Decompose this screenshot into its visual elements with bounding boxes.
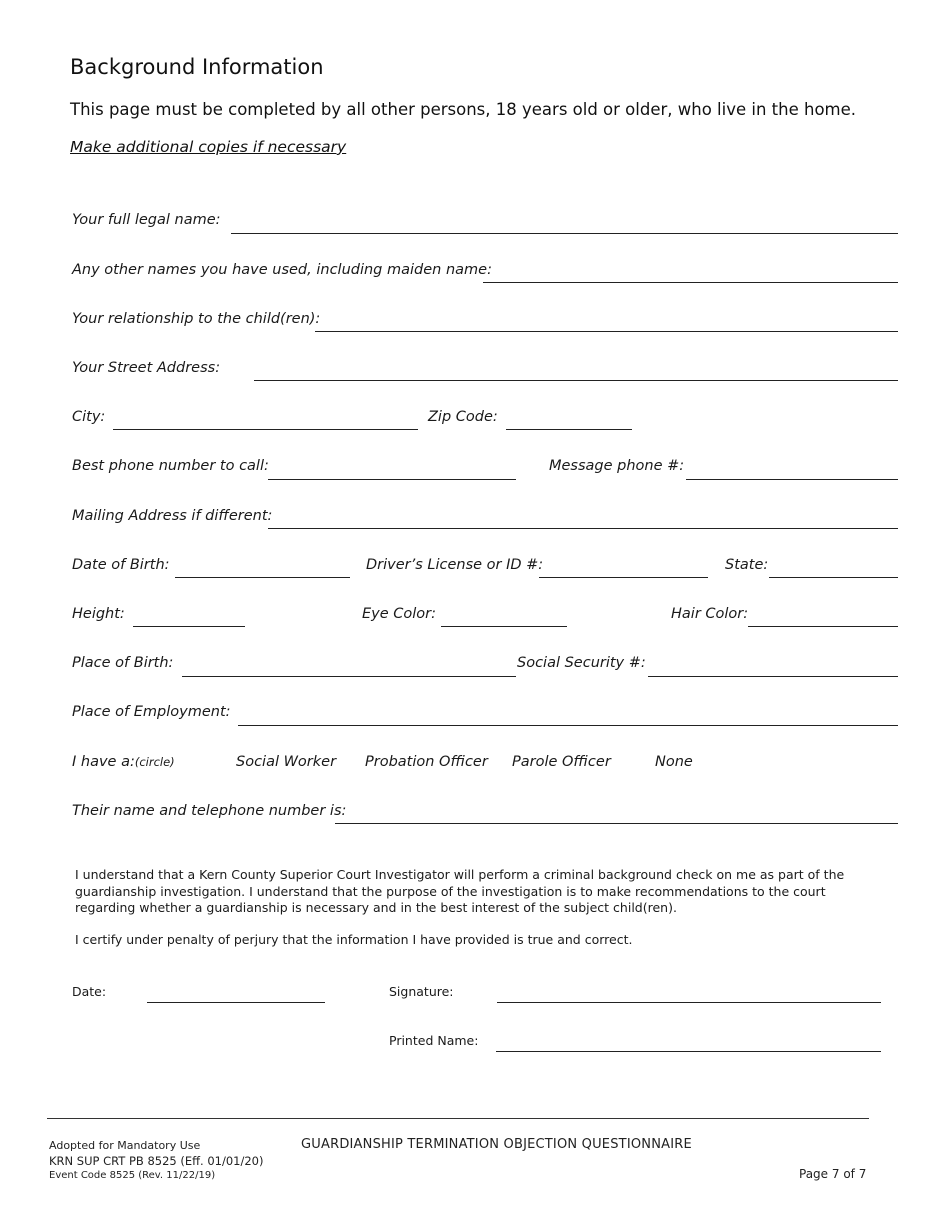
employment-label: Place of Employment: [72,704,231,720]
page-number: Page 7 of 7 [799,1167,867,1181]
adopted-note: Adopted for Mandatory Use [49,1139,201,1152]
option-social-worker[interactable]: Social Worker [236,754,337,770]
zip-code-input[interactable] [506,411,632,430]
form-number: KRN SUP CRT PB 8525 (Eff. 01/01/20) [49,1154,264,1168]
option-probation-officer[interactable]: Probation Officer [365,754,488,770]
license-label: Driver’s License or ID #: [366,557,544,573]
message-phone-input[interactable] [686,461,898,480]
form-title: GUARDIANSHIP TERMINATION OBJECTION QUESTIONNAIRE [301,1137,692,1152]
ssn-label: Social Security #: [517,655,646,671]
state-label: State: [725,557,769,573]
relationship-label: Your relationship to the child(ren): [72,311,321,327]
copies-note: Make additional copies if necessary [70,138,347,156]
state-input[interactable] [769,559,898,578]
printed-name-input[interactable] [496,1033,881,1052]
full-name-label: Your full legal name: [72,212,221,228]
hair-color-label: Hair Color: [671,606,749,622]
eye-color-input[interactable] [441,608,567,627]
eye-color-label: Eye Color: [362,606,437,622]
dob-label: Date of Birth: [72,557,170,573]
perjury-statement: I certify under penalty of perjury that the information I have provided is true and correct. [75,932,633,947]
instruction-text: This page must be completed by all other persons, 18 years old or older, who live in the home. [70,100,857,119]
option-parole-officer[interactable]: Parole Officer [512,754,611,770]
place-of-birth-label: Place of Birth: [72,655,174,671]
city-label: City: [72,409,106,425]
event-code: Event Code 8525 (Rev. 11/22/19) [49,1170,216,1181]
height-label: Height: [72,606,125,622]
printed-name-label: Printed Name: [389,1033,479,1048]
circle-note: (circle) [134,755,175,769]
footer-divider [47,1118,869,1119]
mailing-address-input[interactable] [268,510,898,529]
signature-label: Signature: [389,984,454,999]
dob-input[interactable] [175,559,350,578]
license-input[interactable] [539,559,708,578]
officer-contact-label: Their name and telephone number is: [72,803,347,819]
date-label: Date: [72,984,107,999]
date-input[interactable] [147,984,325,1003]
best-phone-label: Best phone number to call: [72,458,269,474]
height-input[interactable] [133,608,245,627]
relationship-input[interactable] [315,313,898,332]
signature-input[interactable] [497,984,881,1003]
employment-input[interactable] [238,707,898,726]
page-title: Background Information [70,55,324,79]
full-name-input[interactable] [231,215,898,234]
option-none[interactable]: None [655,754,693,770]
street-address-input[interactable] [254,362,898,381]
place-of-birth-input[interactable] [182,658,516,677]
background-check-paragraph: I understand that a Kern County Superior Court Investigator will perform a criminal background check on me as part of the guardianship investigation. I understand that the purpose of the investigation is to make recommendations to the court regarding whether a guardianship is necessary and in the best interest of the subject child(ren). [75,867,845,915]
hair-color-input[interactable] [748,608,898,627]
city-input[interactable] [113,411,418,430]
other-names-input[interactable] [483,264,898,283]
have-a-label: I have a:(circle) [72,754,175,770]
mailing-address-label: Mailing Address if different: [72,508,273,524]
officer-contact-input[interactable] [335,805,898,824]
ssn-input[interactable] [648,658,898,677]
message-phone-label: Message phone #: [549,458,685,474]
other-names-label: Any other names you have used, including maiden name: [72,262,492,278]
best-phone-input[interactable] [268,461,516,480]
street-address-label: Your Street Address: [72,360,221,376]
zip-code-label: Zip Code: [428,409,498,425]
